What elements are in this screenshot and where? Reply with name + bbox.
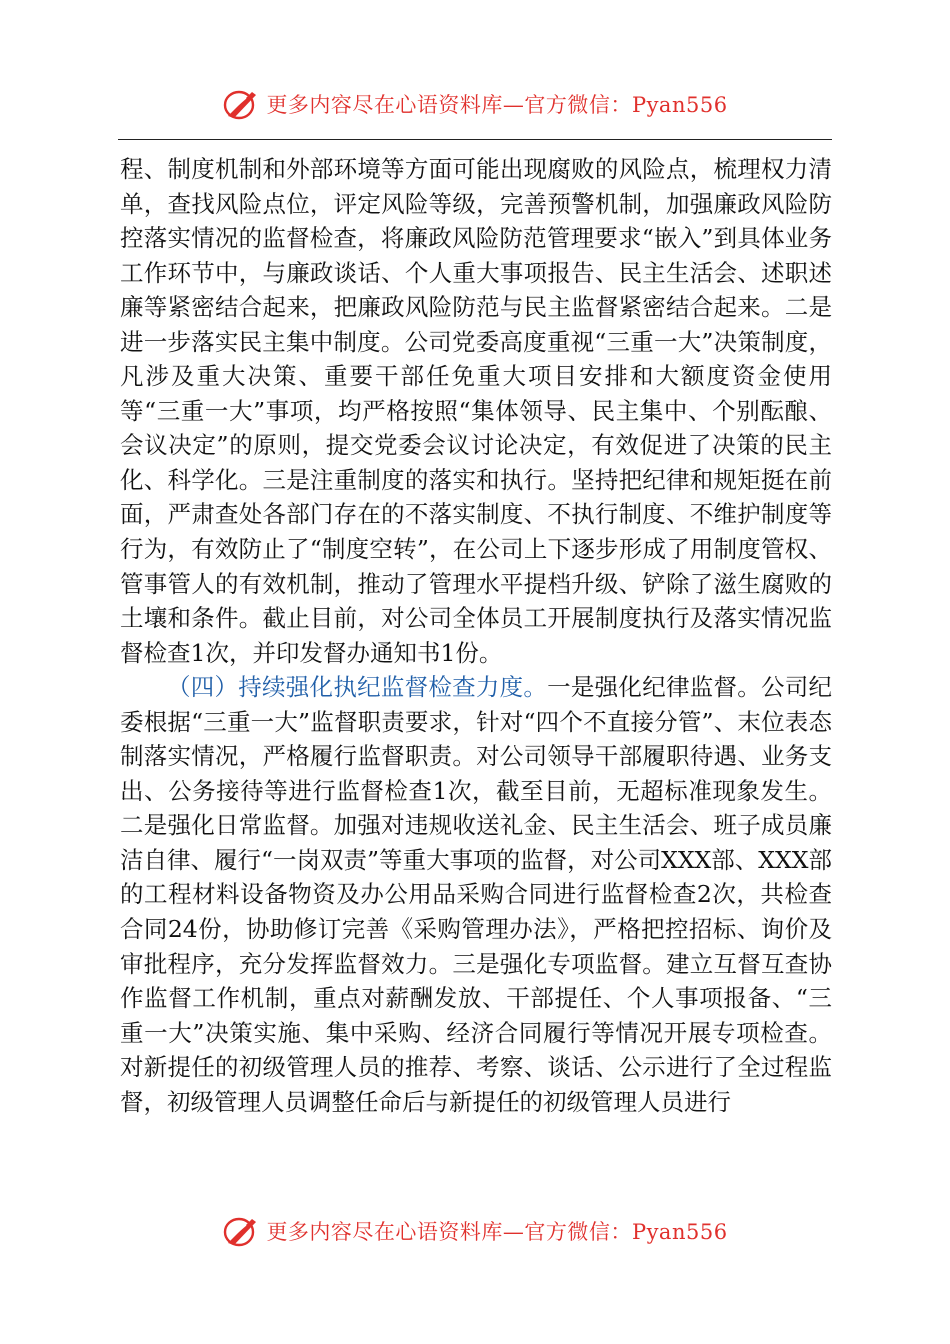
- footer-banner: [0, 1211, 950, 1251]
- header-banner: [0, 84, 950, 124]
- footer-banner-text: [266, 1216, 727, 1246]
- quill-pen-logo-icon: [222, 86, 260, 122]
- footer-banner-label: 更多内容尽在心语资料库—官方微信：: [266, 1220, 632, 1244]
- header-banner-text: [266, 89, 727, 119]
- footer-wechat-id: Pyan556: [631, 1220, 728, 1244]
- header-wechat-id: Pyan556: [631, 93, 728, 117]
- document-body: [120, 152, 832, 1119]
- paragraph-2-text: 一是强化纪律监督。公司纪委根据“三重一大”监督职责要求，针对“四个不直接分管”、末位表态制落实情况，严格履行监督职责。对公司领导干部履职待遇、业务支出、公务接待等进行监督检查1次，截至目前，无超标准现象发生。二是强化日常监督。加强对违规收送礼金、民主生活会、班子成员廉洁自律、履行“一岗双责”等重大事项的监督，对公司XXX部、XXX部的工程材料设备物资及办公用品采购合同进行监督检查2次，共检查合同24份，协助修订完善《采购管理办法》，严格把控招标、询价及审批程序，充分发挥监督效力。三是强化专项监督。建立互督互查协作监督工作机制，重点对薪酬发放、干部提任、个人事项报备、“三重一大”决策实施、集中采购、经济合同履行等情况开展专项检查。对新提任的初级管理人员的推荐、考察、谈话、公示进行了全过程监督，初级管理人员调整任命后与新提任的初级管理人员进行: [120, 673, 833, 1116]
- header-banner-label: 更多内容尽在心语资料库—官方微信：: [266, 93, 632, 117]
- header-divider: [118, 139, 832, 140]
- paragraph-2: [120, 670, 832, 1119]
- paragraph-1: 程、制度机制和外部环境等方面可能出现腐败的风险点，梳理权力清单，查找风险点位，评定风险等级，完善预警机制，加强廉政风险防控落实情况的监督检查，将廉政风险防范管理要求“嵌入”到具体业务工作环节中，与廉政谈话、个人重大事项报告、民主生活会、述职述廉等紧密结合起来，把廉政风险防范与民主监督紧密结合起来。二是进一步落实民主集中制度。公司党委高度重视“三重一大”决策制度，凡涉及重大决策、重要干部任免重大项目安排和大额度资金使用等“三重一大”事项，均严格按照“集体领导、民主集中、个别酝酿、会议决定”的原则，提交党委会议讨论决定，有效促进了决策的民主化、科学化。三是注重制度的落实和执行。坚持把纪律和规矩挺在前面，严肃查处各部门存在的不落实制度、不执行制度、不维护制度等行为，有效防止了“制度空转”，在公司上下逐步形成了用制度管权、管事管人的有效机制，推动了管理水平提档升级、铲除了滋生腐败的土壤和条件。截止目前，对公司全体员工开展制度执行及落实情况监督检查1次，并印发督办通知书1份。: [120, 155, 832, 667]
- section-4-heading: （四）持续强化执纪监督检查力度。: [167, 673, 548, 702]
- quill-pen-logo-icon: [222, 1213, 260, 1249]
